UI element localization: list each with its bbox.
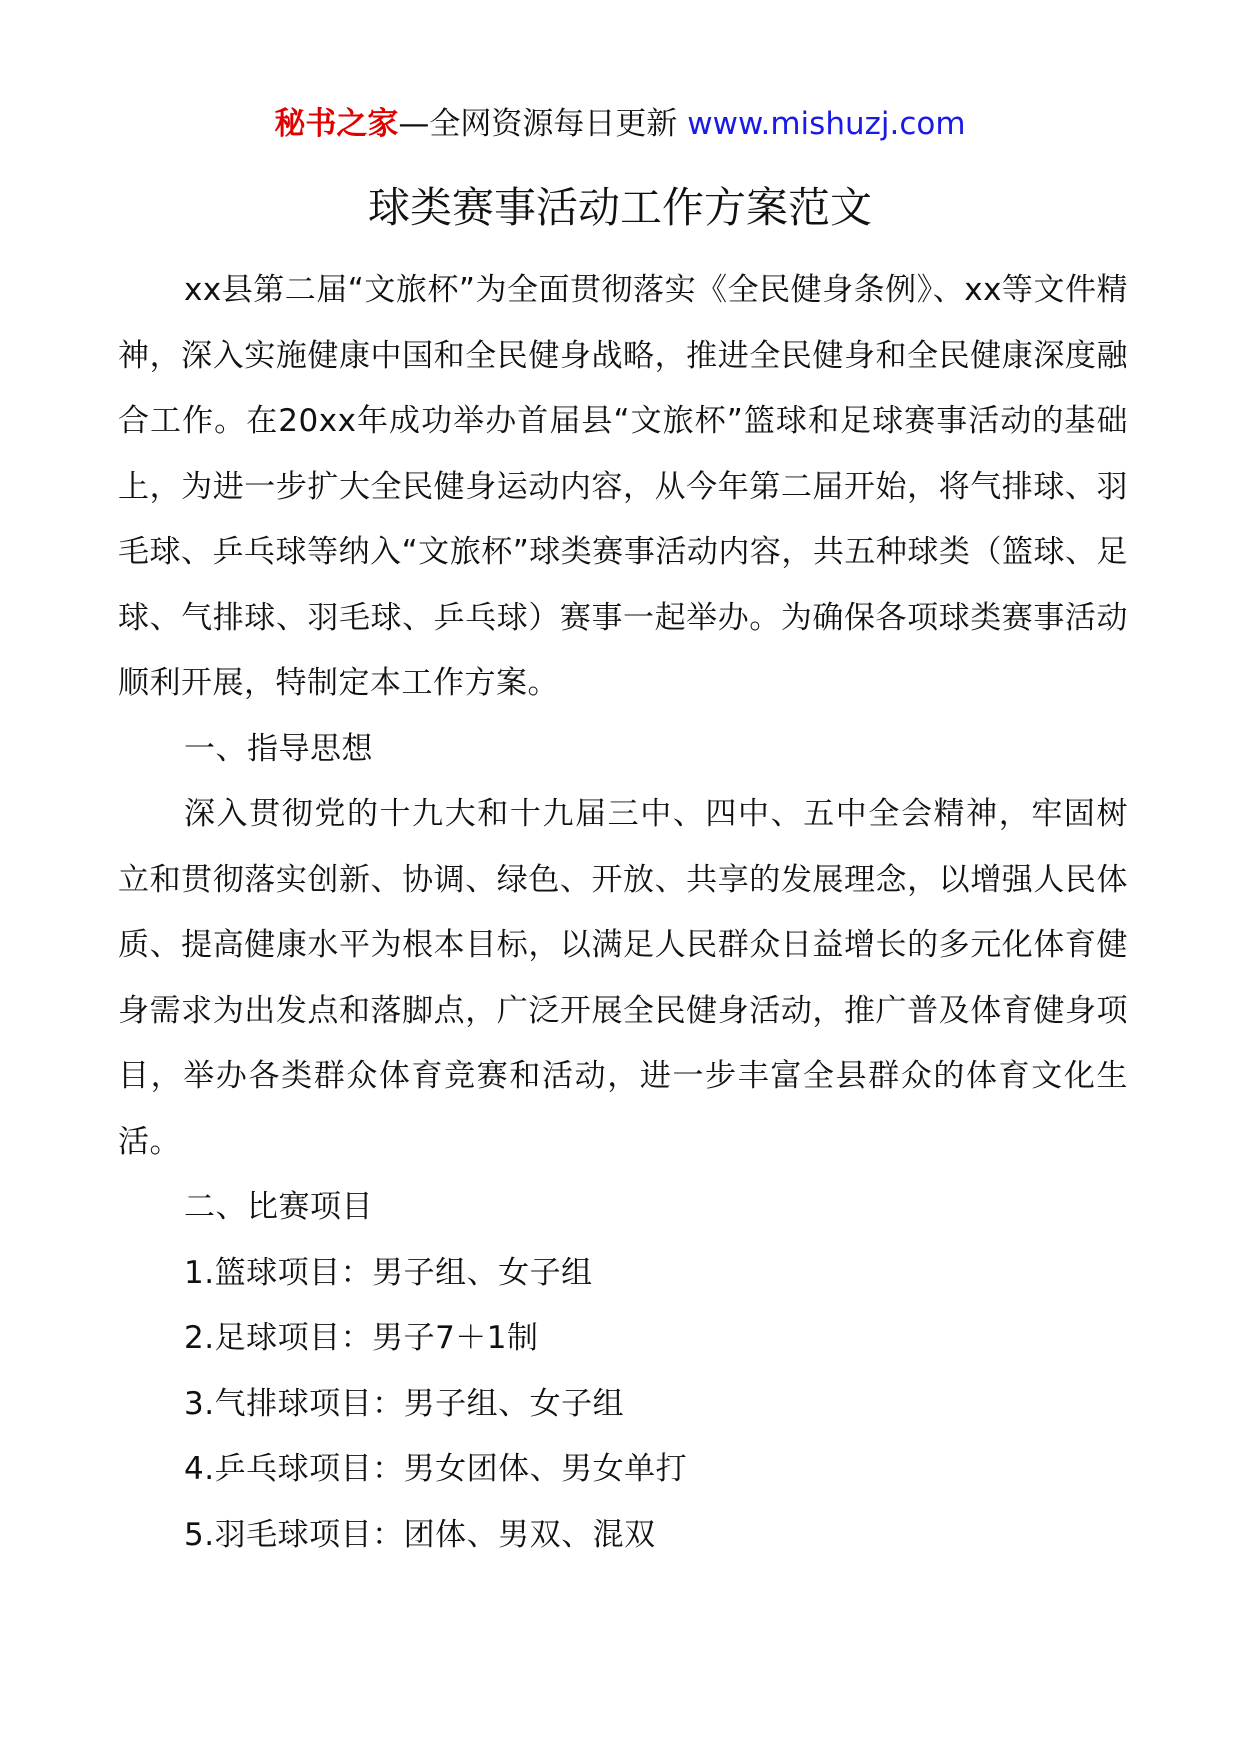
site-url-link[interactable]: www.mishuzj.com (687, 106, 966, 142)
section-heading-guiding-ideology: 一、指导思想 (184, 730, 373, 767)
document-body (118, 258, 1128, 1568)
site-banner (0, 102, 1240, 146)
intro-paragraph: xx县第二届“文旅杯”为全面贯彻落实《全民健身条例》、xx等文件精神，深入实施健康中国和全民健身战略，推进全民健身和全民健康深度融合工作。在20xx年成功举办首届县“文旅杯”篮球和足球赛事活动的基础上，为进一步扩大全民健身运动内容，从今年第二届开始，将气排球、羽毛球、乒乓球等纳入“文旅杯”球类赛事活动内容，共五种球类（篮球、足球、气排球、羽毛球、乒乓球）赛事一起举办。为确保各项球类赛事活动顺利开展，特制定本工作方案。 (118, 272, 1128, 701)
brand-name: 秘书之家 (274, 106, 399, 142)
banner-tagline: —全网资源每日更新 (398, 106, 678, 142)
document-title: 球类赛事活动工作方案范文 (367, 183, 872, 232)
section-heading-events: 二、比赛项目 (184, 1189, 373, 1225)
event-item-football: 2.足球项目：男子7＋1制 (184, 1320, 539, 1356)
event-item-air-volleyball: 3.气排球项目：男子组、女子组 (184, 1385, 625, 1422)
event-item-basketball: 1.篮球项目：男子组、女子组 (184, 1254, 593, 1291)
guiding-ideology-paragraph: 深入贯彻党的十九大和十九届三中、四中、五中全会精神，牢固树立和贯彻落实创新、协调、绿色、开放、共享的发展理念，以增强人民体质、提高健康水平为根本目标，以满足人民群众日益增长的多元化体育健身需求为出发点和落脚点，广泛开展全民健身活动，推广普及体育健身项目，举办各类群众体育竞赛和活动，进一步丰富全县群众的体育文化生活。 (118, 796, 1128, 1160)
event-item-badminton: 5.羽毛球项目：团体、男双、混双 (184, 1516, 656, 1553)
event-item-table-tennis: 4.乒乓球项目：男女团体、男女单打 (184, 1451, 688, 1487)
